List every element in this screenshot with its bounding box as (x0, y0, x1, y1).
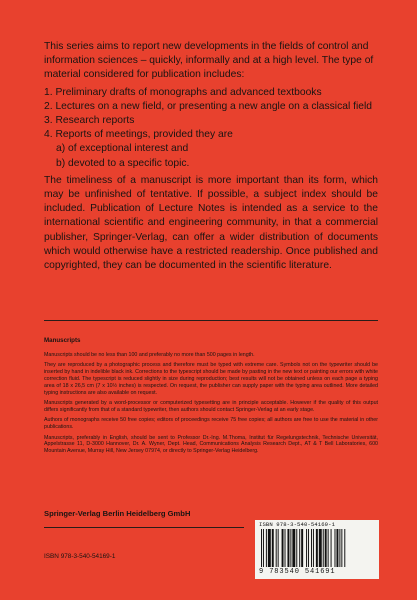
barcode-isbn-label: ISBN 978-3-540-54169-1 (259, 521, 336, 528)
timeliness-paragraph: The timeliness of a manuscript is more important than its form, which may be unfinished of tentative. If possible, a subject index should be included. Publication of Lecture Notes is intended as a service to the international scientific and engineering community, in that a commercial publisher, Springer-Verlag, can offer a wider distribution of documents which would otherwise have a restricted readership. Once published and copyrighted, they can be documented in the scientific literature. (44, 174, 378, 272)
manuscripts-word-processor: Manuscripts generated by a word-processor or computerized typesetting are in principle acceptable. However if the quality of this output differs significantly from that of a standard typewriter, then authors should contact Springer-Verlag at an early stage. (44, 400, 378, 414)
manuscripts-address: Manuscripts, preferably in English, should be sent to Professor Dr.-Ing. M.Thoma, Institut für Regelungstechnik, Technische Universität, Appelstrasse 11, D-3000 Hannover, Dr. A. Wyner, Dept. Head, Communications Analysis Research Dept., AT & T Bell Laboratories, 600 Mountain Avenue, Murray Hill, New Jersey 07974, or directly to Springer-Verlag Heidelberg. (44, 434, 378, 455)
divider-bottom (44, 527, 244, 528)
list-subitem-b: b) devoted to a specific topic. (56, 157, 190, 169)
manuscripts-section (44, 338, 378, 459)
barcode (255, 520, 379, 579)
barcode-digits: 9 783540 541691 (259, 568, 336, 576)
manuscripts-typing: They are reproduced by a photographic process and therefore must be typed with extreme care. Symbols not on the typewriter should be inserted by hand in indelible black ink. Corrections to the typescript should be made by pasting in the new text or painting our errors with white correction fluid. The typescript is reduced slightly in size during reproduction; best results will not be obtained unless on each page a typing area of 18 x 26,5 cm (7 x 10½ inches) is respected. On request, the publisher can supply paper with the typing area outlined. More detailed typing instructions are also available on request. (44, 362, 378, 396)
manuscripts-heading: Manuscripts (44, 337, 81, 344)
manuscripts-length: Manuscripts should be no less than 100 and preferably no more than 500 pages in length. (44, 351, 255, 358)
list-item-3: 3. Research reports (44, 115, 135, 127)
barcode-bars (261, 529, 373, 567)
list-item-4: 4. Reports of meetings, provided they are (44, 129, 233, 141)
list-subitem-a: a) of exceptional interest and (56, 143, 189, 155)
intro-paragraph: This series aims to report new developments in the fields of control and information sciences – quickly, informally and at a high level. The type of material considered for publication includes: (44, 41, 374, 81)
divider-top (44, 320, 378, 321)
list-item-2: 2. Lectures on a new field, or presenting a new angle on a classical field (44, 100, 372, 112)
manuscripts-free-copies: Authors of monographs receive 50 free copies; editors of proceedings receive 75 free copies; all authors are free to use the material in other publications. (44, 417, 378, 431)
series-description (44, 40, 378, 273)
isbn-text: ISBN 978-3-540-54169-1 (44, 553, 116, 560)
list-item-1: 1. Preliminary drafts of monographs and advanced textbooks (44, 86, 322, 98)
publisher-name: Springer-Verlag Berlin Heidelberg GmbH (44, 509, 191, 518)
